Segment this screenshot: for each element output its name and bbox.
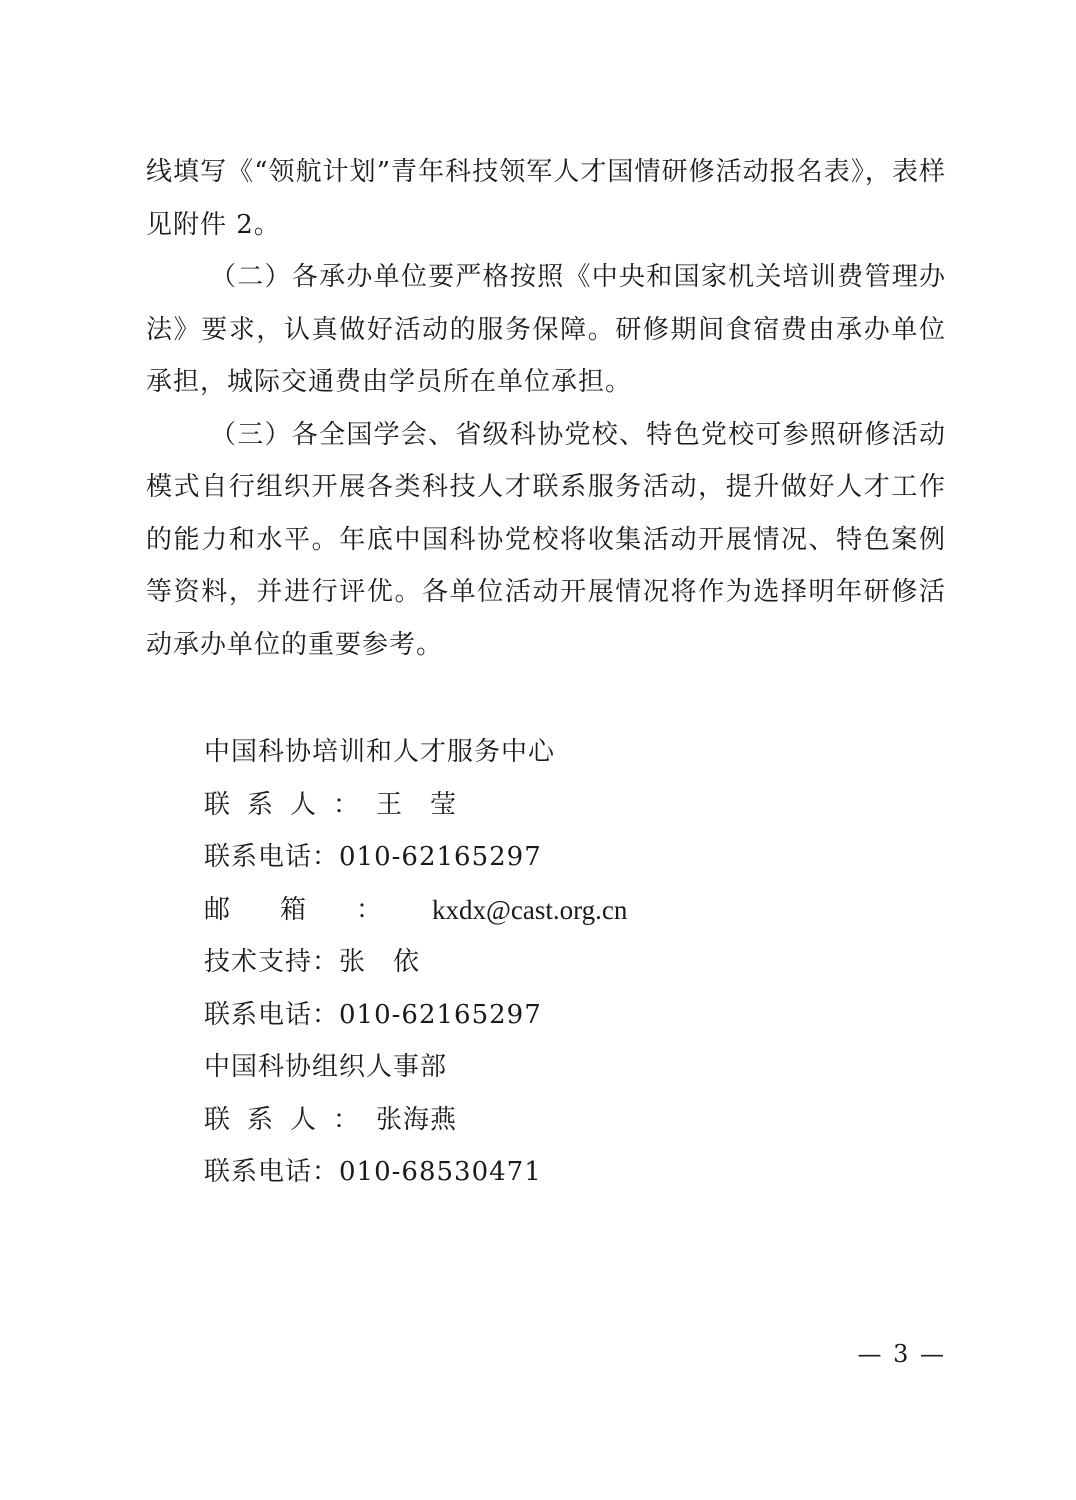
org-name-2: 中国科协组织人事部 (204, 1052, 448, 1082)
tech-support-line (204, 936, 627, 989)
contact-person-line-2 (204, 1094, 627, 1147)
tech-support-name: 张 依 (339, 947, 421, 977)
contact-block (204, 726, 627, 1199)
contact-label: 联系人： (204, 1104, 377, 1135)
page-number: — 3 — (857, 1340, 946, 1368)
email-line (204, 884, 627, 937)
contact-label: 联系人： (204, 789, 377, 820)
paragraph-3: （三）各全国学会、省级科协党校、特色党校可参照研修活动模式自行组织开展各类科技人才联系服务活动，提升做好人才工作的能力和水平。年底中国科协党校将收集活动开展情况、特色案例等资料，并进行评优。各单位活动开展情况将作为选择明年研修活动承办单位的重要参考。 (146, 419, 946, 660)
org-name-1: 中国科协培训和人才服务中心 (204, 737, 556, 767)
contact-person-line-1 (204, 779, 627, 832)
phone-label: 联系电话： (204, 999, 340, 1030)
phone-number-2: 010-62165297 (339, 999, 542, 1030)
body-text (146, 146, 946, 671)
phone-line-3 (204, 1146, 627, 1199)
paragraph-2: （二）各承办单位要严格按照《中央和国家机关培训费管理办法》要求，认真做好活动的服务保障。研修期间食宿费由承办单位承担，城际交通费由学员所在单位承担。 (146, 262, 946, 397)
phone-line-2 (204, 989, 627, 1042)
email-address: kxdx@cast.org.cn (432, 894, 628, 925)
paragraph-1: 线填写《“领航计划”青年科技领军人才国情研修活动报名表》，表样见附件 2。 (146, 157, 946, 240)
phone-label: 联系电话： (204, 1157, 340, 1187)
phone-number-1: 010-62165297 (339, 842, 542, 872)
phone-line-1 (204, 831, 627, 884)
phone-label: 联系电话： (204, 842, 340, 872)
contact-person-name-1: 王 莹 (376, 789, 458, 820)
contact-person-name-2: 张海燕 (376, 1104, 458, 1135)
tech-support-label: 技术支持： (204, 947, 340, 977)
email-label: 邮箱： (204, 894, 433, 925)
phone-number-3: 010-68530471 (339, 1157, 542, 1187)
